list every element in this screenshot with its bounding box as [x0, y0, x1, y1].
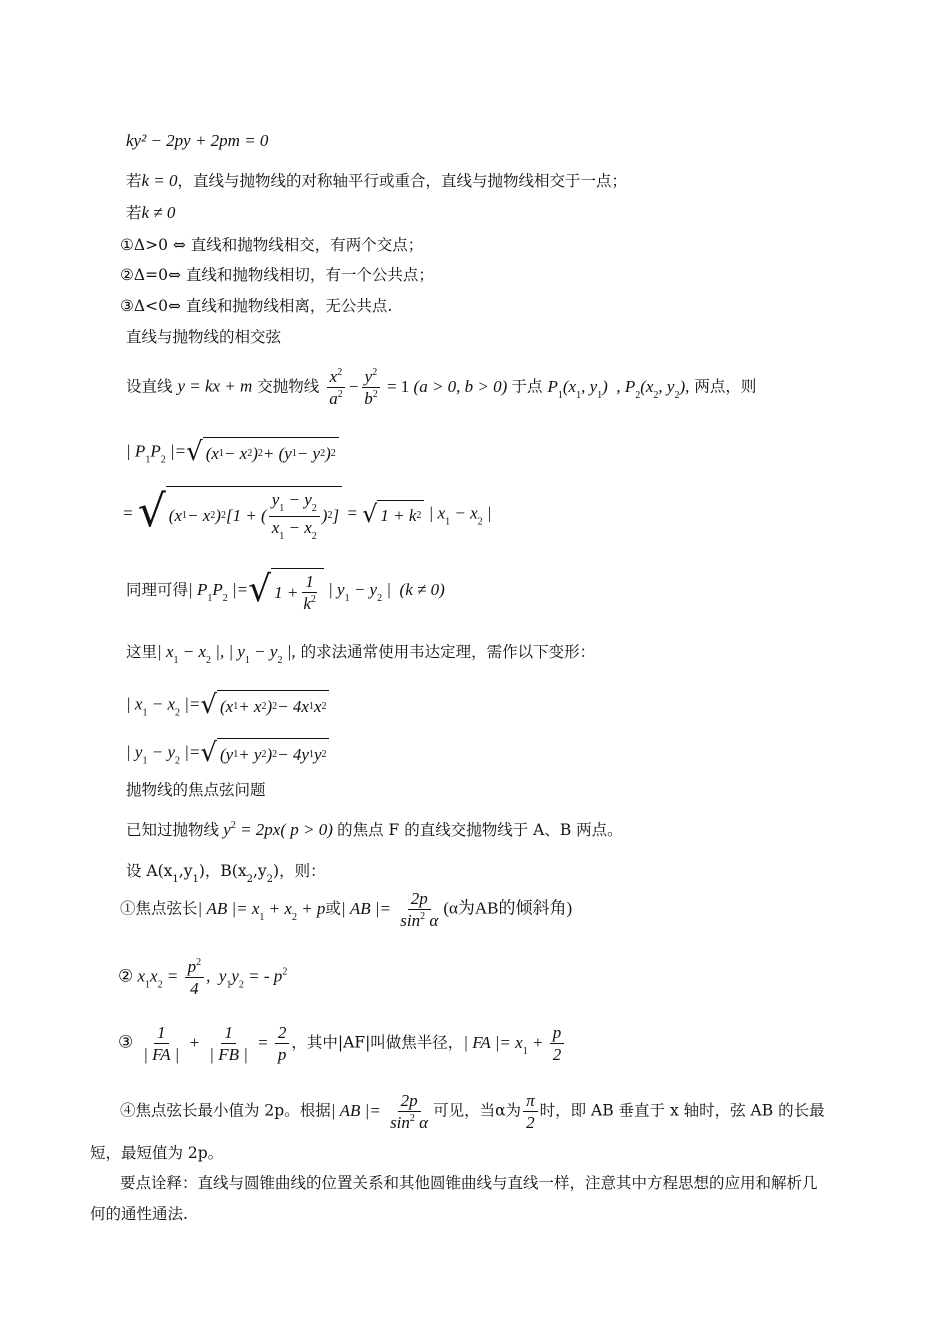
math-conic-equation: $\frac{x^2}{a^2}$ − $\frac{y^2}{b^2}$ = 1 (a > 0, b > 0) — [324, 377, 511, 396]
math-y-difference: | $y_1 - y_2$ |= √ (y 1 + y 2 ) 2 − 4y 1 y 2 — [126, 738, 329, 769]
case-condition: k = 0 — [141, 171, 178, 190]
heading-text: 抛物线的焦点弦问题 — [126, 781, 266, 799]
section-heading-chord — [126, 328, 281, 347]
note-text-a: 要点诠释：直线与圆锥曲线的位置关系和其他圆锥曲线与直线一样，注意其中方程思想的应用和解析几 — [120, 1174, 818, 1192]
case-condition: k ≠ 0 — [141, 203, 176, 222]
item4-d: 短，最短值为 2p。 — [90, 1144, 224, 1162]
case-prefix: 若 — [126, 204, 142, 222]
item3-mid: ，其中|AF|叫做焦半径， — [291, 1033, 464, 1052]
vieta-remark: 这里| $x_1 - x_2$ |, | $y_1 - y_2$ |, 的求法通常使用韦达定理，需作以下变形： — [126, 642, 596, 666]
section-heading-focal-chord — [126, 781, 266, 800]
setup-text-a: 设直线 — [126, 377, 173, 396]
note-text-b: 何的通性通法. — [90, 1205, 188, 1223]
math-chord-length-y: 同理可得| $P_1P_2$ |= √ 1 + $\frac{1}{k^2}$ | $y_1 - y_2$ | (k ≠ 0) — [126, 569, 445, 614]
setup-text-c: 于点 — [511, 377, 543, 396]
setup-text-b: 交抛物线 — [257, 377, 320, 396]
set-text: )，B(x — [198, 862, 247, 880]
discriminant-positive — [120, 236, 423, 255]
set-text: ,y — [178, 862, 193, 880]
case-k-zero — [126, 171, 627, 191]
here-suffix: 的求法通常使用韦达定理，需作以下变形： — [300, 643, 596, 661]
math-x-difference: | $x_1 - x_2$ |= √ (x 1 + x 2 ) 2 − 4x 1 x 2 — [126, 690, 329, 721]
item4-c: 时，即 AB 垂直于 x 轴时，弦 AB 的长最 — [539, 1101, 825, 1120]
setup-text-d: 两点，则 — [694, 377, 757, 396]
item4-b: 可见，当α为 — [433, 1101, 522, 1120]
heading-text: 直线与抛物线的相交弦 — [126, 328, 282, 346]
here-prefix: 这里 — [126, 643, 158, 661]
discriminant-negative — [120, 297, 392, 316]
discriminant-zero — [120, 266, 434, 285]
focal-radius-relation: ③ $\frac{1}{| FA |}$ + $\frac{1}{| FB |}$ = $\frac{2}{p}$ ，其中|AF|叫做焦半径，| FA |= $x_1$ + $\frac{p}{2}$ — [118, 1022, 566, 1066]
focal-chord-length: ①焦点弦长| AB |= $x_1 + x_2 + p$或| AB |= $\frac{2p}{\sin^2 \alpha}$ (α为AB的倾斜角) — [120, 889, 573, 931]
key-point-note-cont — [90, 1205, 188, 1224]
list-item-text: ①Δ>0 ⇔ 直线和抛物线相交，有两个交点； — [120, 236, 424, 254]
focal-chord-setup: 已知过抛物线 $y^2 = 2px$( p > 0) 的焦点 F 的直线交抛物线于 A、B 两点。 — [126, 820, 623, 839]
equation-text: ky² − 2py + 2pm = 0 — [126, 131, 269, 150]
item4-a: ④焦点弦长最小值为 2p。根据 — [120, 1101, 331, 1120]
list-item-text: ②Δ=0⇔ 直线和抛物线相切，有一个公共点； — [120, 266, 434, 284]
item1-prefix: ①焦点弦长 — [120, 899, 198, 918]
math-chord-length-1: | $P_1P_2$ |= √ (x 1 − x 2 ) 2 + (y 1 − y 2 ) 2 — [126, 437, 339, 468]
focal-chord-minimum-cont — [90, 1144, 223, 1163]
item1-note: (α为AB的倾斜角) — [443, 898, 573, 918]
set-text: ,y — [252, 862, 267, 880]
setup-line-conic — [126, 366, 756, 410]
case-description: ，直线与抛物线的对称轴平行或重合，直线与抛物线相交于一点； — [177, 172, 628, 190]
math-line-equation: y = kx + m — [177, 376, 253, 396]
set-text: 设 A(x — [126, 862, 173, 880]
key-point-note — [120, 1174, 818, 1193]
focus-text-b: 的焦点 F 的直线交抛物线于 A、B 两点。 — [337, 821, 623, 839]
focus-text-a: 已知过抛物线 — [126, 821, 220, 839]
case-k-nonzero — [126, 203, 175, 223]
equation-quadratic-y — [126, 131, 268, 151]
point-definitions: 设 $A(x_1,y_1)$，$B(x_2,y_2)$，则： — [126, 862, 326, 885]
item1-or: 或 — [325, 899, 341, 918]
math-chord-length-2: = √ (x 1 − x 2 ) 2 [1 + ( $\frac{y_1 - y_2}{x_1 - x_2}$ ) 2 ] = √ 1 + k 2 | $x_1 - x_2$ | — [122, 486, 492, 542]
case-prefix: 若 — [126, 172, 142, 190]
focal-product-relations: ② $x_1x_2$ = $\frac{p^2}{4}$ , $y_1y_2$ = - $p^2$ — [118, 957, 288, 999]
same-prefix: 同理可得 — [126, 581, 189, 600]
focal-chord-minimum: ④焦点弦长最小值为 2p。根据| AB |= $\frac{2p}{\sin^2 \alpha}$ 可见，当α为 $\frac{\pi}{2}$ 时，即 AB 垂直于 x 轴时，弦 AB 的长最 — [120, 1091, 825, 1133]
set-text: )，则： — [273, 862, 326, 880]
math-points: $P_1(x_1$, $y_1$) , $P_2(x_2$, $y_2$), — [547, 376, 690, 401]
list-item-text: ③Δ<0⇔ 直线和抛物线相离，无公共点. — [120, 297, 393, 315]
